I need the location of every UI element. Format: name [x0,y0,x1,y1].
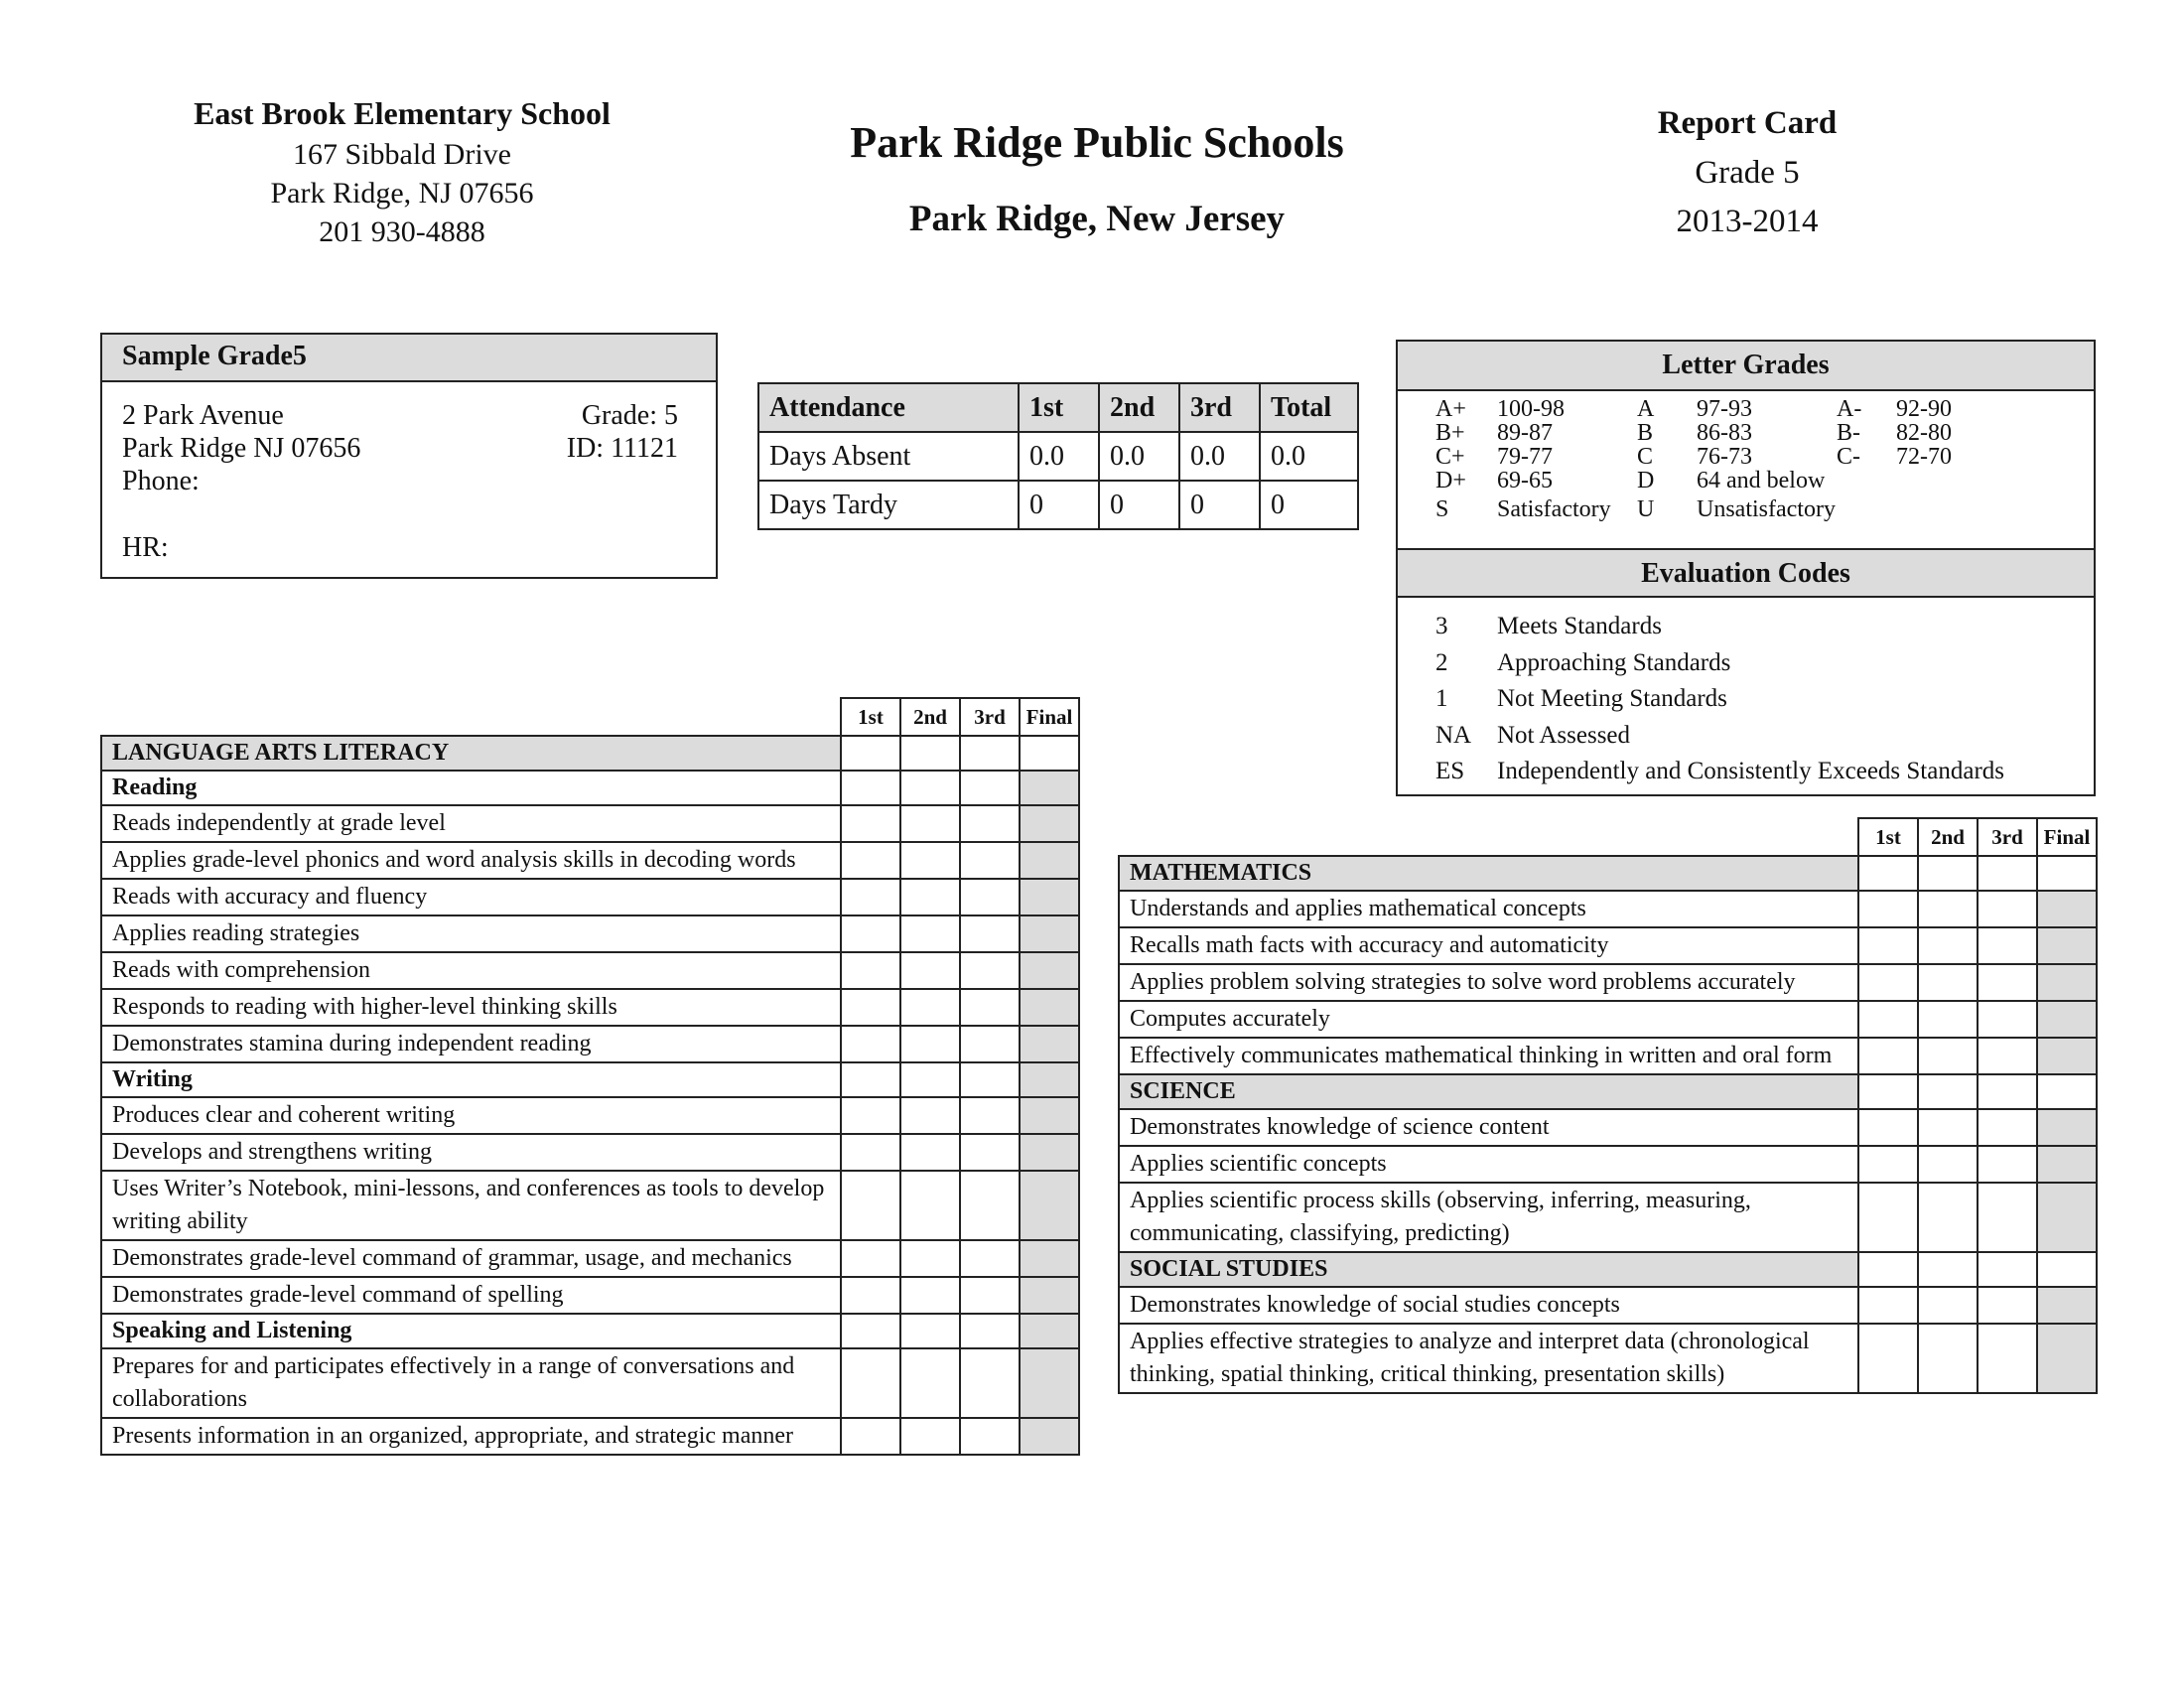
evaluation-description: Not Assessed [1497,721,1631,749]
skill-description: Demonstrates knowledge of science content [1119,1109,1858,1146]
skill-description: Produces clear and coherent writing [101,1097,841,1134]
letter-grade-range: 97-93 [1697,396,1752,422]
skill-description: Applies scientific process skills (observing, inferring, measuring, communicating, classifying, predicting) [1119,1183,1858,1252]
grade-cell [900,1026,960,1062]
subsection-title: Writing [101,1062,841,1097]
subsection-title: Reading [101,771,841,805]
grade-cell [841,736,900,771]
grade-cell [960,1240,1020,1277]
grade-cell [960,915,1020,952]
skill-description: Recalls math facts with accuracy and automaticity [1119,927,1858,964]
attendance-cell: 0.0 [1099,432,1179,481]
grade-cell [960,1097,1020,1134]
grade-cell [1858,1001,1918,1038]
marking-period-header-row [1119,818,2097,856]
letter-grade-code: B- [1837,420,1860,446]
letter-grade-code: B+ [1435,420,1465,446]
grade-cell [960,1171,1020,1240]
grade-cell [2037,964,2097,1001]
skill-row [101,879,1079,915]
district-name: Park Ridge Public Schools [850,118,1344,167]
grade-cell [2037,856,2097,891]
skill-description: Develops and strengthens writing [101,1134,841,1171]
attendance-cell: 0.0 [1260,432,1358,481]
evaluation-codes-title: Evaluation Codes [1398,548,2094,598]
attendance-cell: 0 [1179,481,1260,529]
subsection-title: Speaking and Listening [101,1314,841,1348]
marking-period-header: Final [2037,818,2097,856]
grade-cell [1978,1001,2037,1038]
grade-cell [1858,891,1918,927]
letter-grade-range: 69-65 [1497,468,1553,493]
evaluation-code: 3 [1435,613,1448,639]
grade-cell [1858,1074,1918,1109]
marking-period-header: Final [1020,698,1079,736]
grade-cell [1020,952,1079,989]
grade-cell [2037,1109,2097,1146]
grade-cell [2037,1146,2097,1183]
letter-grade-range: Satisfactory [1497,496,1611,522]
grade-cell [1918,1324,1978,1393]
evaluation-code: 1 [1435,685,1448,712]
skill-description: Effectively communicates mathematical thinking in written and oral form [1119,1038,1858,1074]
grade-cell [1978,856,2037,891]
grade-cell [841,805,900,842]
report-title: Report Card [1657,105,1838,141]
grade-cell [1020,989,1079,1026]
grade-cell [960,771,1020,805]
header-spacer [101,698,841,736]
marking-period-header-row [101,698,1079,736]
grading-legend [1396,340,2096,796]
attendance-cell: 0 [1019,481,1099,529]
skill-description: Reads independently at grade level [101,805,841,842]
skill-row [101,805,1079,842]
skill-description: Reads with accuracy and fluency [101,879,841,915]
grade-cell [1918,964,1978,1001]
attendance-row [758,432,1358,481]
grade-cell [960,1277,1020,1314]
grade-cell [1978,1183,2037,1252]
grade-cell [2037,1001,2097,1038]
grade-cell [2037,927,2097,964]
skill-row [101,1171,1079,1240]
grade-cell [1978,1146,2037,1183]
skill-description: Applies problem solving strategies to solve word problems accurately [1119,964,1858,1001]
report-year: 2013-2014 [1676,204,1819,239]
skill-description: Applies scientific concepts [1119,1146,1858,1183]
header-spacer [1119,818,1858,856]
grade-cell [960,989,1020,1026]
letter-grade-range: 72-70 [1896,444,1952,470]
student-address-line2: Park Ridge NJ 07656 [122,433,361,464]
grade-cell [1020,1134,1079,1171]
grade-cell [900,1062,960,1097]
grade-cell [1978,1252,2037,1287]
grade-cell [1918,927,1978,964]
letter-grade-range: 64 and below [1697,468,1826,493]
grade-cell [1978,964,2037,1001]
skill-description: Demonstrates grade-level command of grammar, usage, and mechanics [101,1240,841,1277]
letter-grade-range: 92-90 [1896,396,1952,422]
grade-cell [1978,1038,2037,1074]
letter-grade-range: 100-98 [1497,396,1565,422]
math-science-social-table [1118,817,2098,1394]
grade-cell [960,952,1020,989]
grade-cell [960,1348,1020,1418]
letter-grade-code: A- [1837,396,1862,422]
grade-cell [1858,1146,1918,1183]
grade-cell [841,1097,900,1134]
letter-grade-code: A+ [1435,396,1466,422]
skill-description: Applies reading strategies [101,915,841,952]
skill-row [1119,964,2097,1001]
letter-grade-code: U [1637,496,1655,522]
grade-cell [1918,1146,1978,1183]
report-grade: Grade 5 [1695,155,1800,191]
grade-cell [841,1240,900,1277]
grade-cell [1020,1062,1079,1097]
grade-cell [841,989,900,1026]
grade-cell [1918,1252,1978,1287]
skill-description: Reads with comprehension [101,952,841,989]
evaluation-description: Independently and Consistently Exceeds Standards [1497,758,2004,784]
skill-row [1119,1038,2097,1074]
grade-cell [841,1134,900,1171]
letter-grade-code: C- [1837,444,1860,470]
subject-header-row [1119,856,2097,891]
subsection-row [101,1062,1079,1097]
grade-cell [1918,1001,1978,1038]
attendance-cell: Days Tardy [758,481,1019,529]
grade-cell [900,1348,960,1418]
student-address-line1: 2 Park Avenue [122,400,284,431]
letter-grade-code: A [1637,396,1655,422]
grade-cell [960,1062,1020,1097]
school-info [119,91,685,251]
grade-cell [841,1314,900,1348]
attendance-cell: Days Absent [758,432,1019,481]
grade-cell [960,1314,1020,1348]
grade-cell [1858,856,1918,891]
grade-cell [900,1418,960,1455]
grade-cell [2037,1324,2097,1393]
skill-description: Prepares for and participates effectively in a range of conversations and collaborations [101,1348,841,1418]
grade-cell [900,1134,960,1171]
grade-cell [900,805,960,842]
grade-cell [900,1171,960,1240]
grade-cell [1858,1038,1918,1074]
grade-cell [1020,1026,1079,1062]
attendance-row [758,481,1358,529]
grade-cell [1918,1038,1978,1074]
student-info-box [100,333,718,579]
school-name: East Brook Elementary School [194,95,611,131]
grade-cell [841,1171,900,1240]
evaluation-code: NA [1435,721,1472,749]
letter-grade-code: C+ [1435,444,1465,470]
letter-grade-range: 89-87 [1497,420,1553,446]
attendance-cell: 0 [1260,481,1358,529]
grade-cell [1918,1287,1978,1324]
grade-cell [2037,1252,2097,1287]
student-phone-label: Phone: [122,466,200,496]
grade-cell [1978,1074,2037,1109]
grade-cell [841,771,900,805]
letter-grade-code: C [1637,444,1654,470]
marking-period-header: 2nd [1918,818,1978,856]
grade-cell [1978,1287,2037,1324]
skill-row [101,1026,1079,1062]
grade-cell [1858,1287,1918,1324]
grade-cell [1020,736,1079,771]
attendance-cell: 0.0 [1179,432,1260,481]
skill-description: Demonstrates knowledge of social studies concepts [1119,1287,1858,1324]
attendance-table [757,382,1359,530]
subject-title: SOCIAL STUDIES [1119,1252,1858,1287]
student-id: ID: 11121 [566,433,678,464]
district-location: Park Ridge, New Jersey [908,199,1286,239]
grade-cell [1020,915,1079,952]
grade-cell [900,879,960,915]
skill-row [101,952,1079,989]
grade-cell [2037,891,2097,927]
evaluation-description: Approaching Standards [1497,648,1731,676]
student-hr-label: HR: [122,532,169,563]
grade-cell [2037,1038,2097,1074]
subsection-row [101,1314,1079,1348]
subject-header-row [1119,1252,2097,1287]
school-phone: 201 930-4888 [319,215,485,248]
grade-cell [841,1026,900,1062]
grade-cell [1918,1109,1978,1146]
letter-grade-code: B [1637,420,1654,446]
subject-title: SCIENCE [1119,1074,1858,1109]
grade-cell [841,1348,900,1418]
skill-description: Presents information in an organized, appropriate, and strategic manner [101,1418,841,1455]
attendance-header: 1st [1019,383,1099,432]
subject-header-row [1119,1074,2097,1109]
grade-cell [900,1314,960,1348]
grade-cell [900,1097,960,1134]
skill-row [101,1097,1079,1134]
report-info [1588,101,1906,243]
student-grade: Grade: 5 [581,400,678,431]
grade-cell [1020,1314,1079,1348]
skill-description: Understands and applies mathematical concepts [1119,891,1858,927]
skill-description: Demonstrates grade-level command of spelling [101,1277,841,1314]
grade-cell [2037,1287,2097,1324]
grade-cell [1918,1183,1978,1252]
grade-cell [1020,805,1079,842]
marking-period-header: 1st [1858,818,1918,856]
attendance-header: Attendance [758,383,1019,432]
evaluation-code: ES [1435,758,1465,784]
grade-cell [1020,771,1079,805]
grade-cell [900,736,960,771]
skill-description: Applies grade-level phonics and word analysis skills in decoding words [101,842,841,879]
skill-row [1119,1146,2097,1183]
grade-cell [960,736,1020,771]
grade-cell [841,915,900,952]
evaluation-code: 2 [1435,648,1448,676]
grade-cell [1978,1324,2037,1393]
letter-grade-code: S [1435,496,1449,522]
evaluation-description: Not Meeting Standards [1497,685,1727,712]
grade-cell [1858,1324,1918,1393]
letter-grade-range: 82-80 [1896,420,1952,446]
grade-cell [900,771,960,805]
skill-row [1119,1109,2097,1146]
letter-grade-range: 76-73 [1697,444,1752,470]
grade-cell [1978,891,2037,927]
marking-period-header: 3rd [1978,818,2037,856]
skill-row [101,1134,1079,1171]
attendance-header: Total [1260,383,1358,432]
skill-description: Responds to reading with higher-level thinking skills [101,989,841,1026]
grade-cell [841,952,900,989]
skill-row [101,915,1079,952]
grade-cell [1020,1240,1079,1277]
skill-row [1119,891,2097,927]
skill-description: Demonstrates stamina during independent reading [101,1026,841,1062]
grade-cell [1918,856,1978,891]
grade-cell [900,1277,960,1314]
attendance-header: 2nd [1099,383,1179,432]
grade-cell [841,879,900,915]
grade-cell [900,915,960,952]
subject-title: MATHEMATICS [1119,856,1858,891]
attendance-header: 3rd [1179,383,1260,432]
student-name: Sample Grade5 [102,335,716,382]
district-info [784,117,1410,242]
subject-title: LANGUAGE ARTS LITERACY [101,736,841,771]
skill-row [1119,927,2097,964]
language-arts-table [100,697,1080,1456]
grade-cell [1858,1109,1918,1146]
grade-cell [960,842,1020,879]
grade-cell [960,1134,1020,1171]
grade-cell [1858,1183,1918,1252]
subsection-row [101,771,1079,805]
marking-period-header: 3rd [960,698,1020,736]
marking-period-header: 1st [841,698,900,736]
skill-row [101,842,1079,879]
grade-cell [1858,1252,1918,1287]
attendance-cell: 0 [1099,481,1179,529]
attendance-header-row [758,383,1358,432]
grade-cell [1020,1277,1079,1314]
grade-cell [960,1418,1020,1455]
skill-row [1119,1324,2097,1393]
skill-row [101,1277,1079,1314]
grade-cell [1020,879,1079,915]
grade-cell [900,1240,960,1277]
grade-cell [1918,1074,1978,1109]
skill-description: Uses Writer’s Notebook, mini-lessons, and conferences as tools to develop writing ability [101,1171,841,1240]
letter-grade-range: 86-83 [1697,420,1752,446]
attendance-cell: 0.0 [1019,432,1099,481]
grade-cell [2037,1074,2097,1109]
skill-row [1119,1183,2097,1252]
school-address-line: 167 Sibbald Drive [293,138,511,171]
letter-grade-range: 79-77 [1497,444,1553,470]
skill-row [101,989,1079,1026]
skill-row [1119,1001,2097,1038]
grade-cell [1858,927,1918,964]
grade-cell [960,879,1020,915]
grade-cell [1020,842,1079,879]
grade-cell [1978,1109,2037,1146]
grade-cell [1020,1097,1079,1134]
skill-row [101,1348,1079,1418]
letter-grade-code: D+ [1435,468,1466,493]
grade-cell [841,1277,900,1314]
letter-grade-range: Unsatisfactory [1697,496,1836,522]
grade-cell [900,952,960,989]
grade-cell [900,989,960,1026]
skill-description: Computes accurately [1119,1001,1858,1038]
grade-cell [2037,1183,2097,1252]
grade-cell [1020,1418,1079,1455]
grade-cell [841,842,900,879]
grade-cell [960,1026,1020,1062]
letter-grades-title: Letter Grades [1398,342,2094,391]
skill-description: Applies effective strategies to analyze and interpret data (chronological thinking, spatial thinking, critical thinking, presentation skills) [1119,1324,1858,1393]
grade-cell [960,805,1020,842]
skill-row [101,1240,1079,1277]
grade-cell [841,1062,900,1097]
evaluation-description: Meets Standards [1497,613,1662,639]
letter-grade-code: D [1637,468,1655,493]
grade-cell [1858,964,1918,1001]
skill-row [1119,1287,2097,1324]
marking-period-header: 2nd [900,698,960,736]
school-address-line: Park Ridge, NJ 07656 [270,177,534,210]
grade-cell [1918,891,1978,927]
subject-header-row [101,736,1079,771]
grade-cell [1020,1171,1079,1240]
grade-cell [1020,1348,1079,1418]
grade-cell [841,1418,900,1455]
grade-cell [900,842,960,879]
grade-cell [1978,927,2037,964]
skill-row [101,1418,1079,1455]
